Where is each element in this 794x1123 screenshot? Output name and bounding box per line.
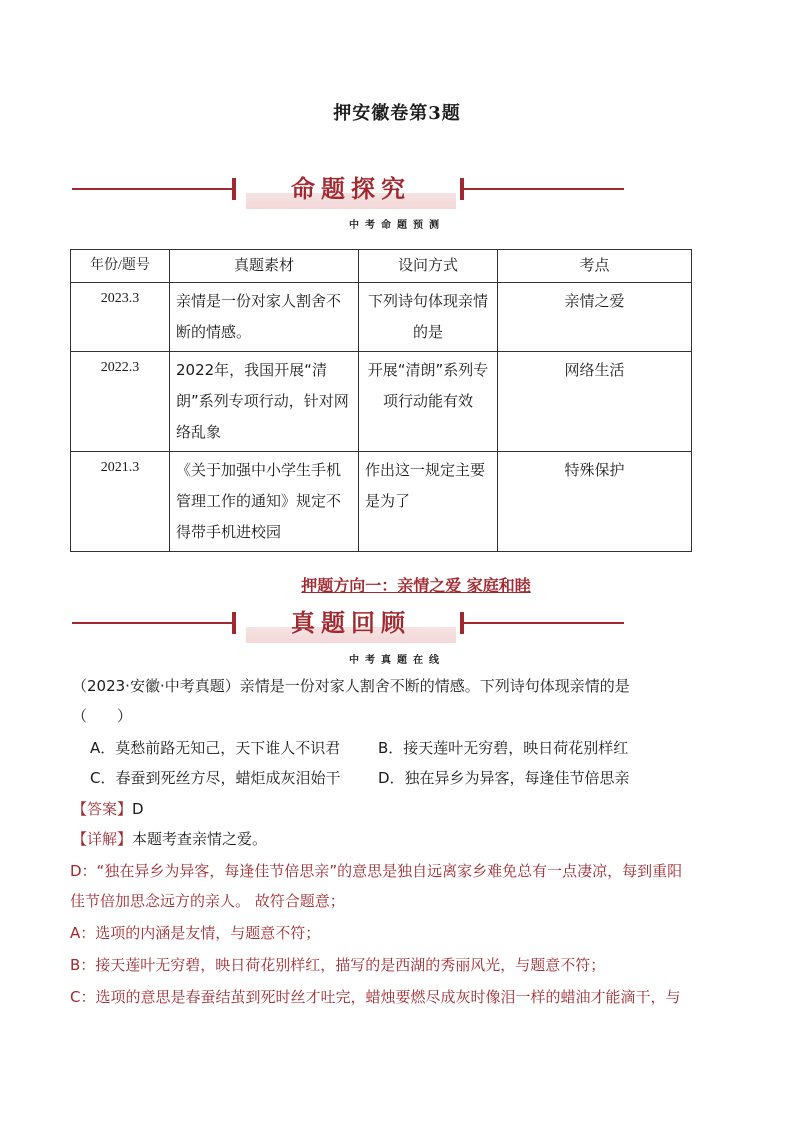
cell-question: 作出这一规定主要是为了 [359,452,498,552]
answer-line [72,797,732,821]
banner-title: 真题回顾 [291,609,411,637]
banner-left-rule [72,622,232,624]
prediction-direction: 押题方向一：亲情之爱 家庭和睦 [301,576,531,595]
answer-blank: （ ） [72,707,133,725]
cell-material: 《关于加强中小学生手机管理工作的通知》规定不得带手机进校园 [170,452,359,552]
cell-point: 网络生活 [498,352,692,452]
banner-caption: 中考真题在线 [349,655,445,666]
header-year: 年份/题号 [71,250,170,283]
detail-label: 【详解】 [72,830,133,848]
explanation-d-line1: D：“独在异乡为异客，每逢佳节倍思亲”的意思是独自远离家乡难免总有一点凄凉，每到重阳 [70,862,683,880]
option-a: A．莫愁前路无知己，天下谁人不识君 [90,739,341,757]
cell-year: 2021.3 [71,452,170,552]
section-banner-review [72,603,624,643]
banner-caption: 中考命题预测 [349,220,445,231]
explanation-c: C：选项的意思是春蚕结茧到死时丝才吐完，蜡烛要燃尽成灰时像泪一样的蜡油才能滴干，与 [70,988,681,1006]
option-b: B．接天莲叶无穷碧，映日荷花别样红 [378,739,629,757]
answer-label: 【答案】 [72,800,133,818]
cell-question: 开展“清朗”系列专项行动能有效 [359,352,498,452]
cell-material: 2022年，我国开展“清朗”系列专项行动，针对网络乱象 [170,352,359,452]
cell-point: 特殊保护 [498,452,692,552]
explanation-b: B：接天莲叶无穷碧，映日荷花别样红，描写的是西湖的秀丽风光，与题意不符； [70,956,606,974]
banner-left-tick [232,178,236,200]
option-c: C．春蚕到死丝方尽，蜡炬成灰泪始干 [90,769,341,787]
banner-right-rule [464,622,624,624]
document-title: 押安徽卷第3题 [333,103,461,124]
cell-material: 亲情是一份对家人割舍不断的情感。 [170,283,359,352]
detail-line [72,827,732,851]
table-row [71,452,692,552]
detail-intro: 本题考查亲情之爱。 [132,830,268,848]
banner-right-rule [464,188,624,190]
option-d: D．独在异乡为异客，每逢佳节倍思亲 [378,769,630,787]
section-banner-exploration [72,169,624,209]
cell-question: 下列诗句体现亲情的是 [359,283,498,352]
header-point: 考点 [498,250,692,283]
header-material: 真题素材 [170,250,359,283]
explanation-a: A：选项的内涵是友情，与题意不符； [70,924,321,942]
table-row [71,352,692,452]
banner-left-tick [232,612,236,634]
banner-plate [246,603,456,643]
banner-left-rule [72,188,232,190]
table-header-row [71,250,692,283]
cell-point: 亲情之爱 [498,283,692,352]
cell-year: 2023.3 [71,283,170,352]
exam-analysis-table [70,249,692,552]
banner-title: 命题探究 [291,175,411,203]
explanation-d-line2: 佳节倍加思念远方的亲人。 故符合题意； [70,892,345,910]
answer-value: D [132,800,144,818]
table-row [71,283,692,352]
cell-year: 2022.3 [71,352,170,452]
question-stem: （2023·安徽·中考真题）亲情是一份对家人割舍不断的情感。下列诗句体现亲情的是 [72,677,630,695]
header-question: 设问方式 [359,250,498,283]
banner-plate [246,169,456,209]
